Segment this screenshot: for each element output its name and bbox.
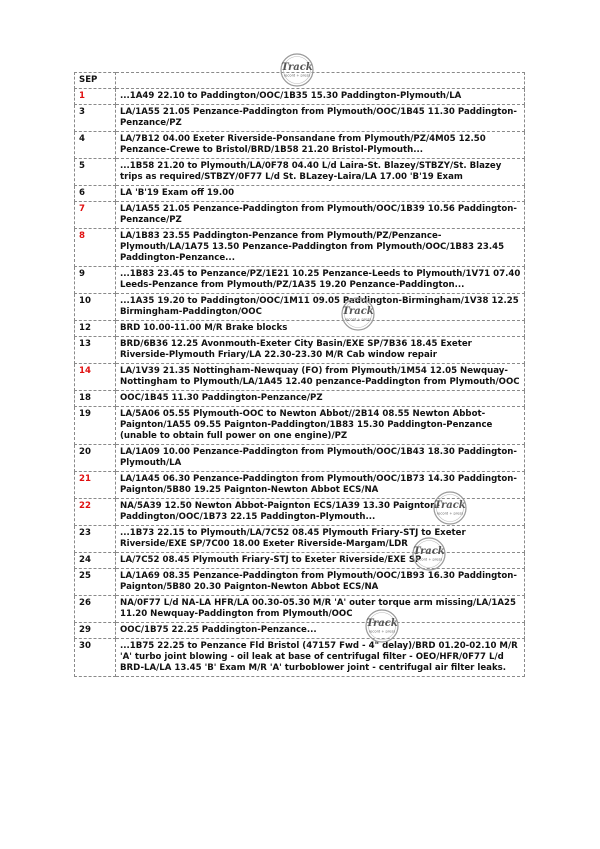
- table-row: [75, 132, 525, 159]
- entry-cell: BRD/6B36 12.25 Avonmouth-Exeter City Basin/EXE SP/7B36 18.45 Exeter Riverside-Plymouth Friary/LA 22.30-23.30 M/R Cab window repair: [116, 337, 525, 364]
- table-row: [75, 321, 525, 337]
- watermark-title: Track: [342, 306, 374, 317]
- watermark-subtitle: record + press: [283, 73, 311, 78]
- day-cell: 22: [75, 499, 116, 526]
- log-body: [75, 89, 525, 677]
- day-cell: 4: [75, 132, 116, 159]
- entry-cell: LA/1A55 21.05 Penzance-Paddington from Plymouth/OOC/1B45 11.30 Paddington-Penzance/PZ: [116, 105, 525, 132]
- watermark-subtitle: record + press: [344, 317, 372, 322]
- entry-cell: LA/1A09 10.00 Penzance-Paddington from Plymouth/OOC/1B43 18.30 Paddington-Plymouth/LA: [116, 445, 525, 472]
- day-cell: 20: [75, 445, 116, 472]
- entry-cell: NA/0F77 L/d NA-LA HFR/LA 00.30-05.30 M/R 'A' outer torque arm missing/LA/1A25 11.20 Newquay-Paddington from Plymouth/OOC: [116, 596, 525, 623]
- table-row: [75, 364, 525, 391]
- entry-cell: LA/1A69 08.35 Penzance-Paddington from Plymouth/OOC/1B93 16.30 Paddington-Paignton/5B80 20.30 Paignton-Newton Abbot ECS/NA: [116, 569, 525, 596]
- table-row: [75, 229, 525, 267]
- table-row: [75, 569, 525, 596]
- day-cell: 9: [75, 267, 116, 294]
- day-cell: 24: [75, 553, 116, 569]
- watermark-title: Track: [413, 546, 445, 557]
- day-cell: 14: [75, 364, 116, 391]
- entry-cell: LA/5A06 05.55 Plymouth-OOC to Newton Abbot//2B14 08.55 Newton Abbot-Paignton/1A55 09.55 Paignton-Paddington/1B83 15.30 Paddington-Penzance (unable to obtain full power on one engine)/PZ: [116, 407, 525, 445]
- entry-cell: LA/1B83 23.55 Paddington-Penzance from Plymouth/PZ/Penzance-Plymouth/LA/1A75 13.50 Penzance-Paddington from Plymouth/OOC/1B83 23.45 Paddington-Penzance...: [116, 229, 525, 267]
- entry-cell: LA/7B12 04.00 Exeter Riverside-Ponsandane from Plymouth/PZ/4M05 12.50 Penzance-Crewe to Bristol/BRD/1B58 21.20 Bristol-Plymouth...: [116, 132, 525, 159]
- entry-cell: LA/1V39 21.35 Nottingham-Newquay (FO) from Plymouth/1M54 12.05 Newquay-Nottingham to Plymouth/LA/1A45 12.40 penzance-Paddington from Plymouth/OOC: [116, 364, 525, 391]
- month-header: SEP: [75, 73, 116, 89]
- table-row: [75, 499, 525, 526]
- table-row: [75, 202, 525, 229]
- day-cell: 25: [75, 569, 116, 596]
- entry-cell: OOC/1B75 22.25 Paddington-Penzance...: [116, 623, 525, 639]
- table-row: [75, 159, 525, 186]
- table-row: [75, 407, 525, 445]
- table-row: [75, 267, 525, 294]
- table-row: [75, 105, 525, 132]
- table-row: [75, 445, 525, 472]
- table-row: [75, 526, 525, 553]
- table-row: [75, 89, 525, 105]
- table-row: [75, 391, 525, 407]
- entry-cell: BRD 10.00-11.00 M/R Brake blocks: [116, 321, 525, 337]
- table-row: [75, 596, 525, 623]
- day-cell: 13: [75, 337, 116, 364]
- watermark-title: Track: [281, 62, 313, 73]
- entry-cell: ...1A35 19.20 to Paddington/OOC/1M11 09.05 Paddington-Birmingham/1V38 12.25 Birmingham-Paddington/OOC: [116, 294, 525, 321]
- entry-cell: NA/5A39 12.50 Newton Abbot-Paignton ECS/1A39 13.30 Paignton-Paddington/OOC/1B73 22.15 Paddington-Plymouth...: [116, 499, 525, 526]
- day-cell: 19: [75, 407, 116, 445]
- locomotive-log-table: [74, 72, 525, 677]
- day-cell: 6: [75, 186, 116, 202]
- day-cell: 10: [75, 294, 116, 321]
- day-cell: 8: [75, 229, 116, 267]
- day-cell: 7: [75, 202, 116, 229]
- empty-header-cell: [116, 73, 525, 89]
- table-row: [75, 472, 525, 499]
- day-cell: 1: [75, 89, 116, 105]
- day-cell: 5: [75, 159, 116, 186]
- day-cell: 26: [75, 596, 116, 623]
- day-cell: 21: [75, 472, 116, 499]
- table-row: [75, 337, 525, 364]
- entry-cell: ...1B83 23.45 to Penzance/PZ/1E21 10.25 Penzance-Leeds to Plymouth/1V71 07.40 Leeds-Penzance from Plymouth/PZ/1A35 19.20 Penzance-Paddington...: [116, 267, 525, 294]
- entry-cell: LA/1A45 06.30 Penzance-Paddington from Plymouth/OOC/1B73 14.30 Paddington-Paignton/5B80 19.25 Paignton-Newton Abbot ECS/NA: [116, 472, 525, 499]
- entry-cell: ...1B75 22.25 to Penzance Fld Bristol (47157 Fwd - 4" delay)/BRD 01.20-02.10 M/R 'A' turbo joint blowing - oil leak at base of centrifugal filter - OEO/HFR/0F77 L/d BRD-LA/LA 13.45 'B' Exam M/R 'A' turboblower joint - centrifugal air filter leaks.: [116, 639, 525, 677]
- entry-cell: ...1A49 22.10 to Paddington/OOC/1B35 15.30 Paddington-Plymouth/LA: [116, 89, 525, 105]
- table-row: [75, 294, 525, 321]
- watermark-subtitle: record + press: [368, 629, 396, 634]
- table-row: [75, 639, 525, 677]
- day-cell: 3: [75, 105, 116, 132]
- entry-cell: ...1B58 21.20 to Plymouth/LA/0F78 04.40 L/d Laira-St. Blazey/STBZY/St. Blazey trips as required/STBZY/0F77 L/d St. BLazey-Laira/LA 17.00 'B'19 Exam: [116, 159, 525, 186]
- watermark-subtitle: record + press: [415, 557, 443, 562]
- day-cell: 30: [75, 639, 116, 677]
- entry-cell: LA 'B'19 Exam off 19.00: [116, 186, 525, 202]
- entry-cell: LA/1A55 21.05 Penzance-Paddington from Plymouth/OOC/1B39 10.56 Paddington-Penzance/PZ: [116, 202, 525, 229]
- header-row: [75, 73, 525, 89]
- day-cell: 12: [75, 321, 116, 337]
- watermark-title: Track: [434, 500, 466, 511]
- entry-cell: LA/7C52 08.45 Plymouth Friary-STJ to Exeter Riverside/EXE SP: [116, 553, 525, 569]
- entry-cell: ...1B73 22.15 to Plymouth/LA/7C52 08.45 Plymouth Friary-STJ to Exeter Riverside/EXE SP/7C00 18.00 Exeter Riverside-Margam/LDR: [116, 526, 525, 553]
- day-cell: 23: [75, 526, 116, 553]
- watermark-title: Track: [366, 618, 398, 629]
- day-cell: 29: [75, 623, 116, 639]
- table-row: [75, 553, 525, 569]
- table-row: [75, 186, 525, 202]
- watermark-subtitle: record + press: [436, 511, 464, 516]
- day-cell: 18: [75, 391, 116, 407]
- entry-cell: OOC/1B45 11.30 Paddington-Penzance/PZ: [116, 391, 525, 407]
- table-row: [75, 623, 525, 639]
